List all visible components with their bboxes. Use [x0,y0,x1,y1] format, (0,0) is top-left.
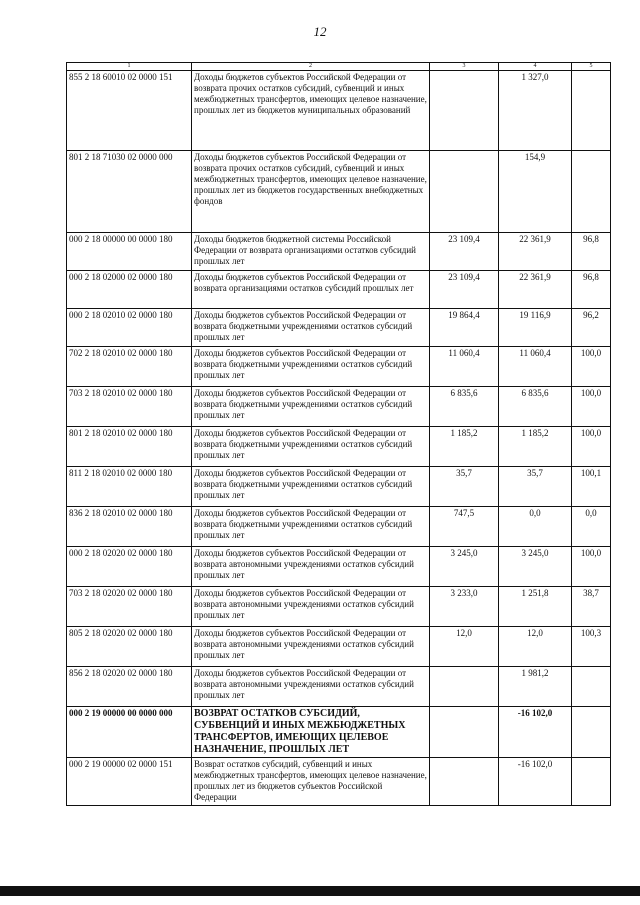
scan-edge-bar [0,886,640,896]
plan-amount-cell: 23 109,4 [430,233,499,271]
percent-cell: 96,8 [572,233,611,271]
actual-amount-cell: 19 116,9 [499,309,572,347]
description-cell: Доходы бюджетов субъектов Российской Федерации от возврата бюджетными учреждениями остатков субсидий прошлых лет [192,467,430,507]
actual-amount-cell: 3 245,0 [499,547,572,587]
table-row [67,587,611,627]
description-cell: Доходы бюджетов субъектов Российской Федерации от возврата автономными учреждениями остатков субсидий прошлых лет [192,667,430,707]
percent-cell [572,667,611,707]
plan-amount-cell: 19 864,4 [430,309,499,347]
percent-cell [572,151,611,233]
table-row [67,387,611,427]
column-number: 4 [499,63,572,71]
table-row [67,707,611,758]
budget-code-cell: 703 2 18 02010 02 0000 180 [67,387,192,427]
column-number: 5 [572,63,611,71]
percent-cell: 38,7 [572,587,611,627]
budget-code-cell: 000 2 18 02020 02 0000 180 [67,547,192,587]
table-row [67,427,611,467]
budget-code-cell: 801 2 18 71030 02 0000 000 [67,151,192,233]
actual-amount-cell: -16 102,0 [499,707,572,758]
description-cell: Доходы бюджетов субъектов Российской Федерации от возврата автономными учреждениями остатков субсидий прошлых лет [192,587,430,627]
column-number: 3 [430,63,499,71]
percent-cell: 0,0 [572,507,611,547]
percent-cell: 96,2 [572,309,611,347]
column-number: 1 [67,63,192,71]
actual-amount-cell: 12,0 [499,627,572,667]
actual-amount-cell: 154,9 [499,151,572,233]
description-cell: Доходы бюджетов субъектов Российской Федерации от возврата прочих остатков субсидий, субвенций и иных межбюджетных трансфертов, имеющих целевое назначение, прошлых лет из бюджетов муниципальных образований [192,71,430,151]
percent-cell [572,707,611,758]
table-row [67,667,611,707]
column-number-row [67,63,611,71]
budget-code-cell: 702 2 18 02010 02 0000 180 [67,347,192,387]
plan-amount-cell [430,71,499,151]
column-number: 2 [192,63,430,71]
plan-amount-cell: 12,0 [430,627,499,667]
table-body [67,63,611,806]
description-cell: Доходы бюджетов субъектов Российской Федерации от возврата бюджетными учреждениями остатков субсидий прошлых лет [192,309,430,347]
table-row [67,547,611,587]
page-number: 12 [313,24,327,39]
plan-amount-cell [430,758,499,806]
description-cell: Доходы бюджетов субъектов Российской Федерации от возврата бюджетными учреждениями остатков субсидий прошлых лет [192,347,430,387]
table-row [67,309,611,347]
table-row [67,507,611,547]
description-cell: ВОЗВРАТ ОСТАТКОВ СУБСИДИЙ, СУБВЕНЦИЙ И ИНЫХ МЕЖБЮДЖЕТНЫХ ТРАНСФЕРТОВ, ИМЕЮЩИХ ЦЕЛЕВОЕ НАЗНАЧЕНИЕ, ПРОШЛЫХ ЛЕТ [192,707,430,758]
actual-amount-cell: 1 251,8 [499,587,572,627]
description-cell: Доходы бюджетов субъектов Российской Федерации от возврата прочих остатков субсидий, субвенций и иных межбюджетных трансфертов, имеющих целевое назначение, прошлых лет из бюджетов государственных внебюджетных фондов [192,151,430,233]
table-row [67,71,611,151]
budget-code-cell: 836 2 18 02010 02 0000 180 [67,507,192,547]
description-cell: Доходы бюджетов субъектов Российской Федерации от возврата бюджетными учреждениями остатков субсидий прошлых лет [192,427,430,467]
table-row [67,151,611,233]
budget-code-cell: 855 2 18 60010 02 0000 151 [67,71,192,151]
budget-table [66,62,611,806]
plan-amount-cell: 747,5 [430,507,499,547]
table-row [67,347,611,387]
budget-code-cell: 000 2 18 00000 00 0000 180 [67,233,192,271]
percent-cell: 100,0 [572,387,611,427]
description-cell: Возврат остатков субсидий, субвенций и иных межбюджетных трансфертов, имеющих целевое назначение, прошлых лет из бюджетов субъектов Российской Федерации [192,758,430,806]
plan-amount-cell [430,667,499,707]
table-row [67,233,611,271]
actual-amount-cell: 22 361,9 [499,271,572,309]
percent-cell: 100,1 [572,467,611,507]
actual-amount-cell: 0,0 [499,507,572,547]
table-row [67,758,611,806]
table-row [67,271,611,309]
description-cell: Доходы бюджетов бюджетной системы Российской Федерации от возврата организациями остатков субсидий прошлых лет [192,233,430,271]
budget-code-cell: 703 2 18 02020 02 0000 180 [67,587,192,627]
percent-cell: 96,8 [572,271,611,309]
percent-cell: 100,3 [572,627,611,667]
description-cell: Доходы бюджетов субъектов Российской Федерации от возврата бюджетными учреждениями остатков субсидий прошлых лет [192,387,430,427]
plan-amount-cell: 11 060,4 [430,347,499,387]
actual-amount-cell: 6 835,6 [499,387,572,427]
percent-cell: 100,0 [572,347,611,387]
actual-amount-cell: 1 327,0 [499,71,572,151]
plan-amount-cell: 1 185,2 [430,427,499,467]
budget-code-cell: 000 2 18 02000 02 0000 180 [67,271,192,309]
budget-code-cell: 000 2 18 02010 02 0000 180 [67,309,192,347]
description-cell: Доходы бюджетов субъектов Российской Федерации от возврата организациями остатков субсидий прошлых лет [192,271,430,309]
description-cell: Доходы бюджетов субъектов Российской Федерации от возврата автономными учреждениями остатков субсидий прошлых лет [192,627,430,667]
budget-code-cell: 856 2 18 02020 02 0000 180 [67,667,192,707]
plan-amount-cell: 23 109,4 [430,271,499,309]
plan-amount-cell: 3 245,0 [430,547,499,587]
description-cell: Доходы бюджетов субъектов Российской Федерации от возврата бюджетными учреждениями остатков субсидий прошлых лет [192,507,430,547]
actual-amount-cell: 22 361,9 [499,233,572,271]
budget-code-cell: 000 2 19 00000 02 0000 151 [67,758,192,806]
plan-amount-cell [430,707,499,758]
percent-cell [572,71,611,151]
actual-amount-cell: 35,7 [499,467,572,507]
percent-cell [572,758,611,806]
table-row [67,467,611,507]
budget-code-cell: 805 2 18 02020 02 0000 180 [67,627,192,667]
actual-amount-cell: 1 185,2 [499,427,572,467]
actual-amount-cell: 1 981,2 [499,667,572,707]
budget-code-cell: 000 2 19 00000 00 0000 000 [67,707,192,758]
plan-amount-cell: 6 835,6 [430,387,499,427]
plan-amount-cell: 3 233,0 [430,587,499,627]
description-cell: Доходы бюджетов субъектов Российской Федерации от возврата автономными учреждениями остатков субсидий прошлых лет [192,547,430,587]
table-row [67,627,611,667]
percent-cell: 100,0 [572,427,611,467]
budget-code-cell: 801 2 18 02010 02 0000 180 [67,427,192,467]
actual-amount-cell: -16 102,0 [499,758,572,806]
actual-amount-cell: 11 060,4 [499,347,572,387]
plan-amount-cell [430,151,499,233]
percent-cell: 100,0 [572,547,611,587]
budget-code-cell: 811 2 18 02010 02 0000 180 [67,467,192,507]
plan-amount-cell: 35,7 [430,467,499,507]
